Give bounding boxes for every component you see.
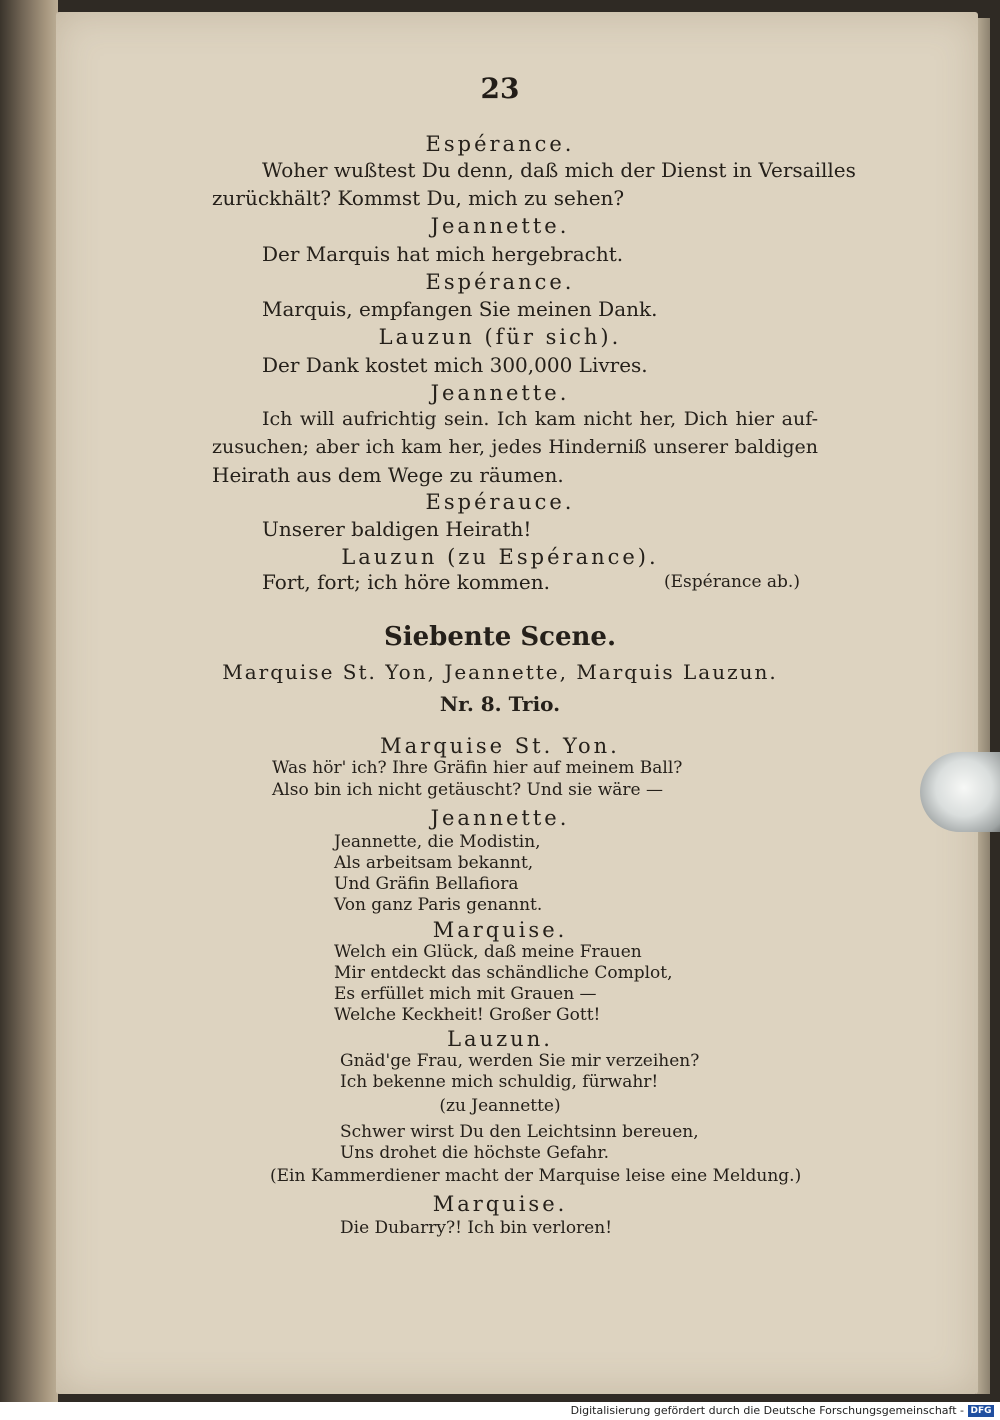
text-line: Heirath aus dem Wege zu räumen. bbox=[212, 463, 564, 487]
speaker-esperance: Espérauce. bbox=[425, 490, 575, 514]
speaker-jeannette: Jeannette. bbox=[430, 214, 570, 238]
speaker-esperance: Espérance. bbox=[425, 270, 575, 294]
text-line: Der Marquis hat mich hergebracht. bbox=[262, 242, 624, 266]
text-line: Ich will aufrichtig sein. Ich kam nicht her, Dich hier auf- bbox=[262, 408, 818, 430]
speaker-marquise: Marquise. bbox=[432, 918, 568, 942]
verse-line: Ich bekenne mich schuldig, fürwahr! bbox=[340, 1072, 659, 1092]
verse-line: Und Gräfin Bellafiora bbox=[334, 874, 519, 894]
verse-line: Uns drohet die höchste Gefahr. bbox=[340, 1143, 610, 1163]
text-line: Der Dank kostet mich 300,000 Livres. bbox=[262, 353, 648, 377]
verse-line: Es erfüllet mich mit Grauen — bbox=[334, 984, 597, 1004]
verse-line: Welch ein Glück, daß meine Frauen bbox=[334, 942, 642, 962]
speaker-lauzun: Lauzun. bbox=[447, 1027, 553, 1051]
verse-line: Die Dubarry?! Ich bin verloren! bbox=[340, 1218, 613, 1238]
speaker-marquise: Marquise. bbox=[432, 1192, 568, 1216]
verse-line: Von ganz Paris genannt. bbox=[334, 895, 543, 915]
verse-line: Also bin ich nicht getäuscht? Und sie wäre — bbox=[272, 780, 664, 800]
speaker-esperance: Espérance. bbox=[425, 132, 575, 156]
stage-direction: (Ein Kammerdiener macht der Marquise leise eine Meldung.) bbox=[270, 1166, 802, 1186]
verse-line: Welche Keckheit! Großer Gott! bbox=[334, 1005, 601, 1025]
dfg-logo-icon: DFG bbox=[968, 1405, 994, 1417]
page-number: 23 bbox=[480, 72, 520, 105]
footer-bar bbox=[0, 1402, 1000, 1420]
text-line: Fort, fort; ich höre kommen. bbox=[262, 570, 550, 594]
text-line: Woher wußtest Du denn, daß mich der Dienst in Versailles bbox=[262, 158, 856, 182]
verse-line: Jeannette, die Modistin, bbox=[334, 832, 541, 852]
scene-heading: Siebente Scene. bbox=[383, 622, 617, 652]
stage-direction: (zu Jeannette) bbox=[439, 1096, 561, 1116]
funding-notice: Digitalisierung gefördert durch die Deutsche Forschungsgemeinschaft - bbox=[570, 1404, 964, 1417]
text-line: zurückhält? Kommst Du, mich zu sehen? bbox=[212, 186, 625, 210]
text-line: zusuchen; aber ich kam her, jedes Hinderniß unserer baldigen bbox=[212, 436, 818, 458]
speaker-marquise: Marquise St. Yon. bbox=[380, 734, 620, 758]
verse-line: Mir entdeckt das schändliche Complot, bbox=[334, 963, 673, 983]
cast-list: Marquise St. Yon, Jeannette, Marquis Lauzun. bbox=[222, 660, 778, 684]
verse-line: Was hör' ich? Ihre Gräfin hier auf meinem Ball? bbox=[272, 758, 683, 778]
speaker-jeannette: Jeannette. bbox=[430, 806, 570, 830]
stage-direction: (Espérance ab.) bbox=[664, 572, 800, 592]
number-title: Nr. 8. Trio. bbox=[439, 692, 561, 716]
verse-line: Schwer wirst Du den Leichtsinn bereuen, bbox=[340, 1122, 699, 1142]
speaker-lauzun: Lauzun (für sich). bbox=[378, 325, 622, 349]
verse-line: Gnäd'ge Frau, werden Sie mir verzeihen? bbox=[340, 1051, 700, 1071]
verse-line: Als arbeitsam bekannt, bbox=[334, 853, 534, 873]
text-line: Marquis, empfangen Sie meinen Dank. bbox=[262, 297, 658, 321]
speaker-lauzun: Lauzun (zu Espérance). bbox=[341, 545, 659, 569]
speaker-jeannette: Jeannette. bbox=[430, 381, 570, 405]
text-line: Unserer baldigen Heirath! bbox=[262, 517, 532, 541]
